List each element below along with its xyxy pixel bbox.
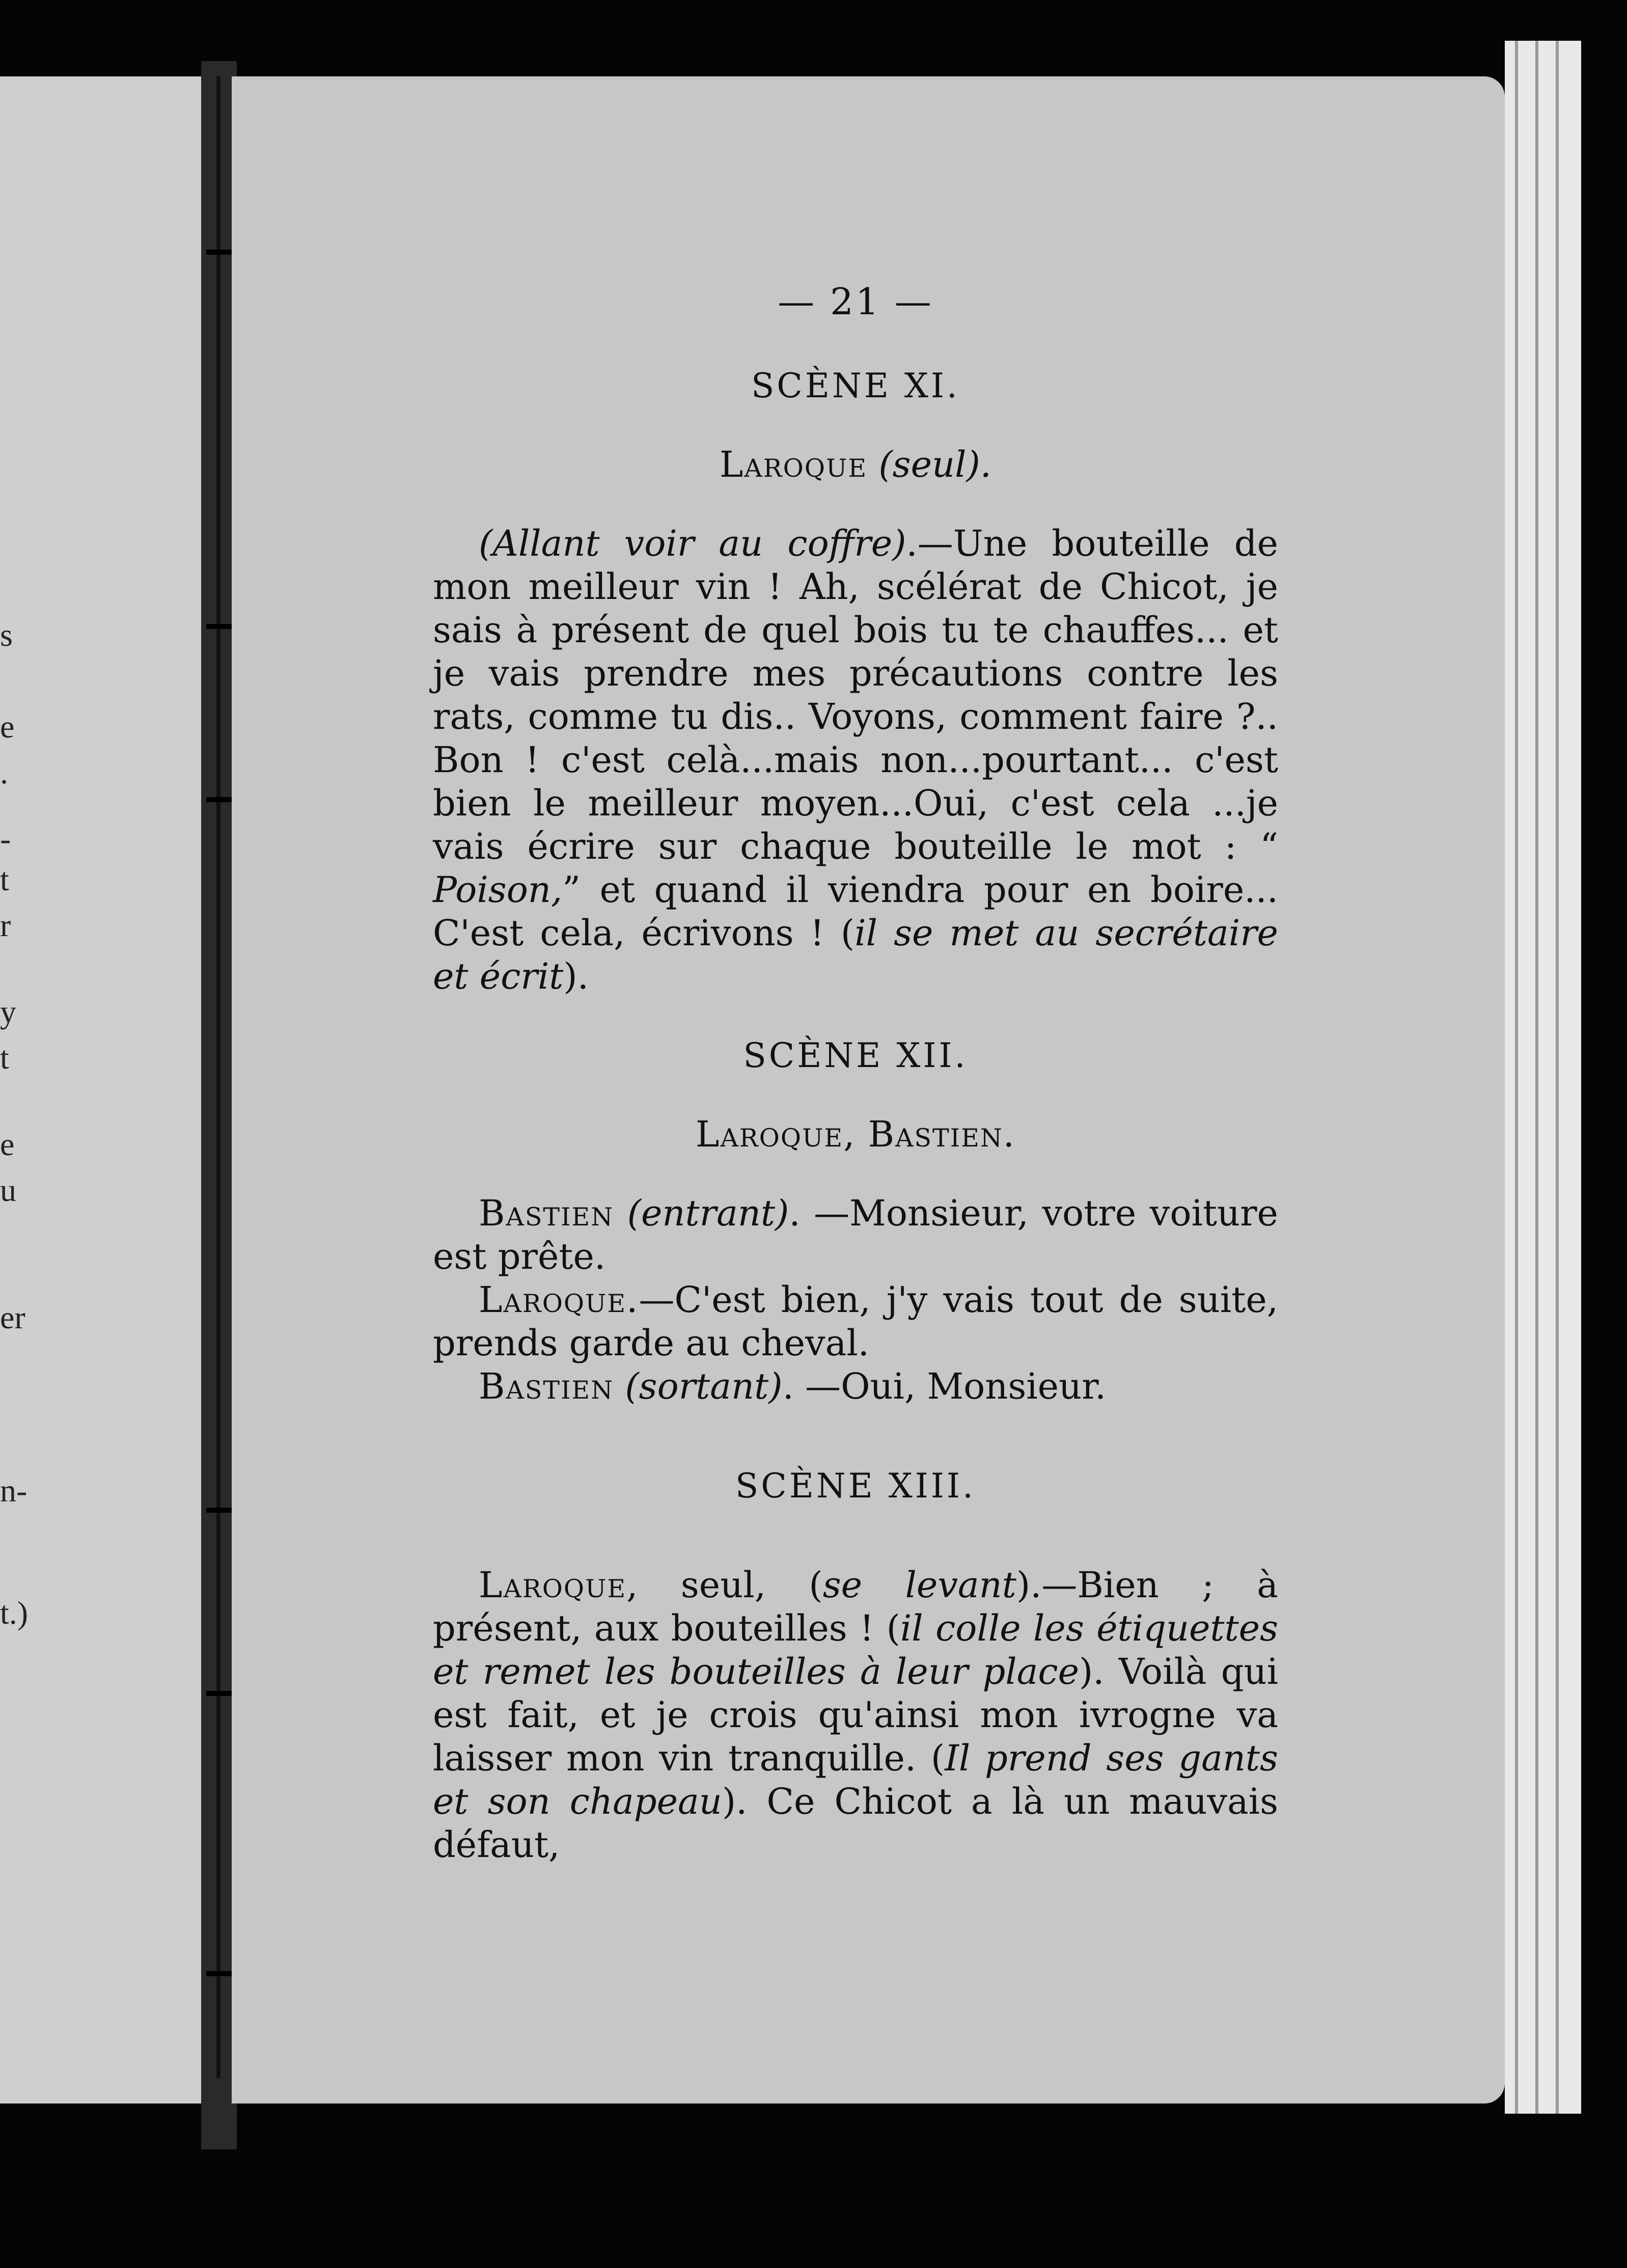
margin-fragment: t.): [0, 1595, 29, 1631]
margin-fragment: u: [0, 1172, 16, 1208]
stage-direction: (Allant voir au coffre): [479, 523, 906, 564]
stage-direction: (seul).: [878, 444, 992, 485]
stage-direction: Il prend ses gants et son chapeau: [433, 1737, 1278, 1822]
margin-fragment: e: [0, 1126, 15, 1162]
stage-direction: (entrant): [627, 1192, 789, 1234]
scene-heading: SCÈNE XII.: [743, 1036, 968, 1075]
binding-thread: [216, 76, 220, 2078]
facing-page: [0, 76, 201, 2103]
scene-heading: SCÈNE XIII.: [735, 1466, 976, 1506]
scene-cast: Laroque, Bastien.: [695, 1113, 1015, 1155]
stage-direction: il se met au secrétaire et écrit: [433, 912, 1278, 997]
speaker-name: Bastien: [479, 1365, 614, 1407]
stage-direction: (sortant): [625, 1365, 783, 1407]
speaker-name: Laroque: [479, 1564, 627, 1606]
margin-fragment: s: [0, 617, 13, 653]
speaker-name: Bastien: [479, 1192, 614, 1234]
dialogue-line: Bastien (entrant). —Monsieur, votre voiture est prête.: [433, 1192, 1278, 1277]
page-content: [433, 280, 1278, 1867]
margin-fragment: .: [0, 754, 8, 790]
dialogue-line: Laroque.—C'est bien, j'y vais tout de suite, prends garde au cheval.: [433, 1279, 1278, 1364]
speaker-name: Laroque.: [479, 1279, 639, 1321]
dialogue-line: Bastien (sortant). —Oui, Monsieur.: [479, 1365, 1107, 1407]
scene-heading: SCÈNE XI.: [751, 366, 960, 405]
page-edges: [1505, 41, 1581, 2114]
margin-fragment: -: [0, 821, 11, 857]
stage-direction: il colle les étiquettes et remet les bouteilles à leur place: [433, 1607, 1278, 1692]
margin-fragment: e: [0, 708, 15, 745]
stage-direction: se levant: [822, 1564, 1016, 1606]
margin-fragment: t: [0, 1040, 9, 1076]
character-name: Laroque: [719, 444, 868, 485]
margin-fragment: y: [0, 994, 16, 1030]
margin-fragment: n-: [0, 1472, 27, 1509]
monologue-paragraph: Laroque, seul, (se levant).—Bien ; à présent, aux bouteilles ! (il colle les étiquettes et remet les bouteilles à leur place). Voilà qui est fait, et je crois qu'ainsi mon ivrogne va laisser mon vin tranquille. (Il prend ses gants et son chapeau). Ce Chicot a là un mauvais défaut,: [433, 1564, 1279, 1866]
page-number: — 21 —: [778, 280, 933, 323]
margin-fragment: r: [0, 907, 11, 943]
monologue-paragraph: (Allant voir au coffre).—Une bouteille de mon meilleur vin ! Ah, scélérat de Chicot, je sais à présent de quel bois tu te chauffes... et je vais prendre mes précautions contre les rats, comme tu dis.. Voyons, comment faire ?.. Bon ! c'est celà...mais non...pourtant... c'est bien le meilleur moyen...Oui, c'est cela ...je vais écrire sur chaque bouteille le mot : “ Poison,” et quand il viendra pour en boire... C'est cela, écrivons ! (il se met au secrétaire et écrit).: [433, 523, 1278, 997]
margin-fragment: t: [0, 861, 9, 897]
scene-cast: [433, 443, 1278, 486]
margin-fragment: er: [0, 1299, 25, 1335]
